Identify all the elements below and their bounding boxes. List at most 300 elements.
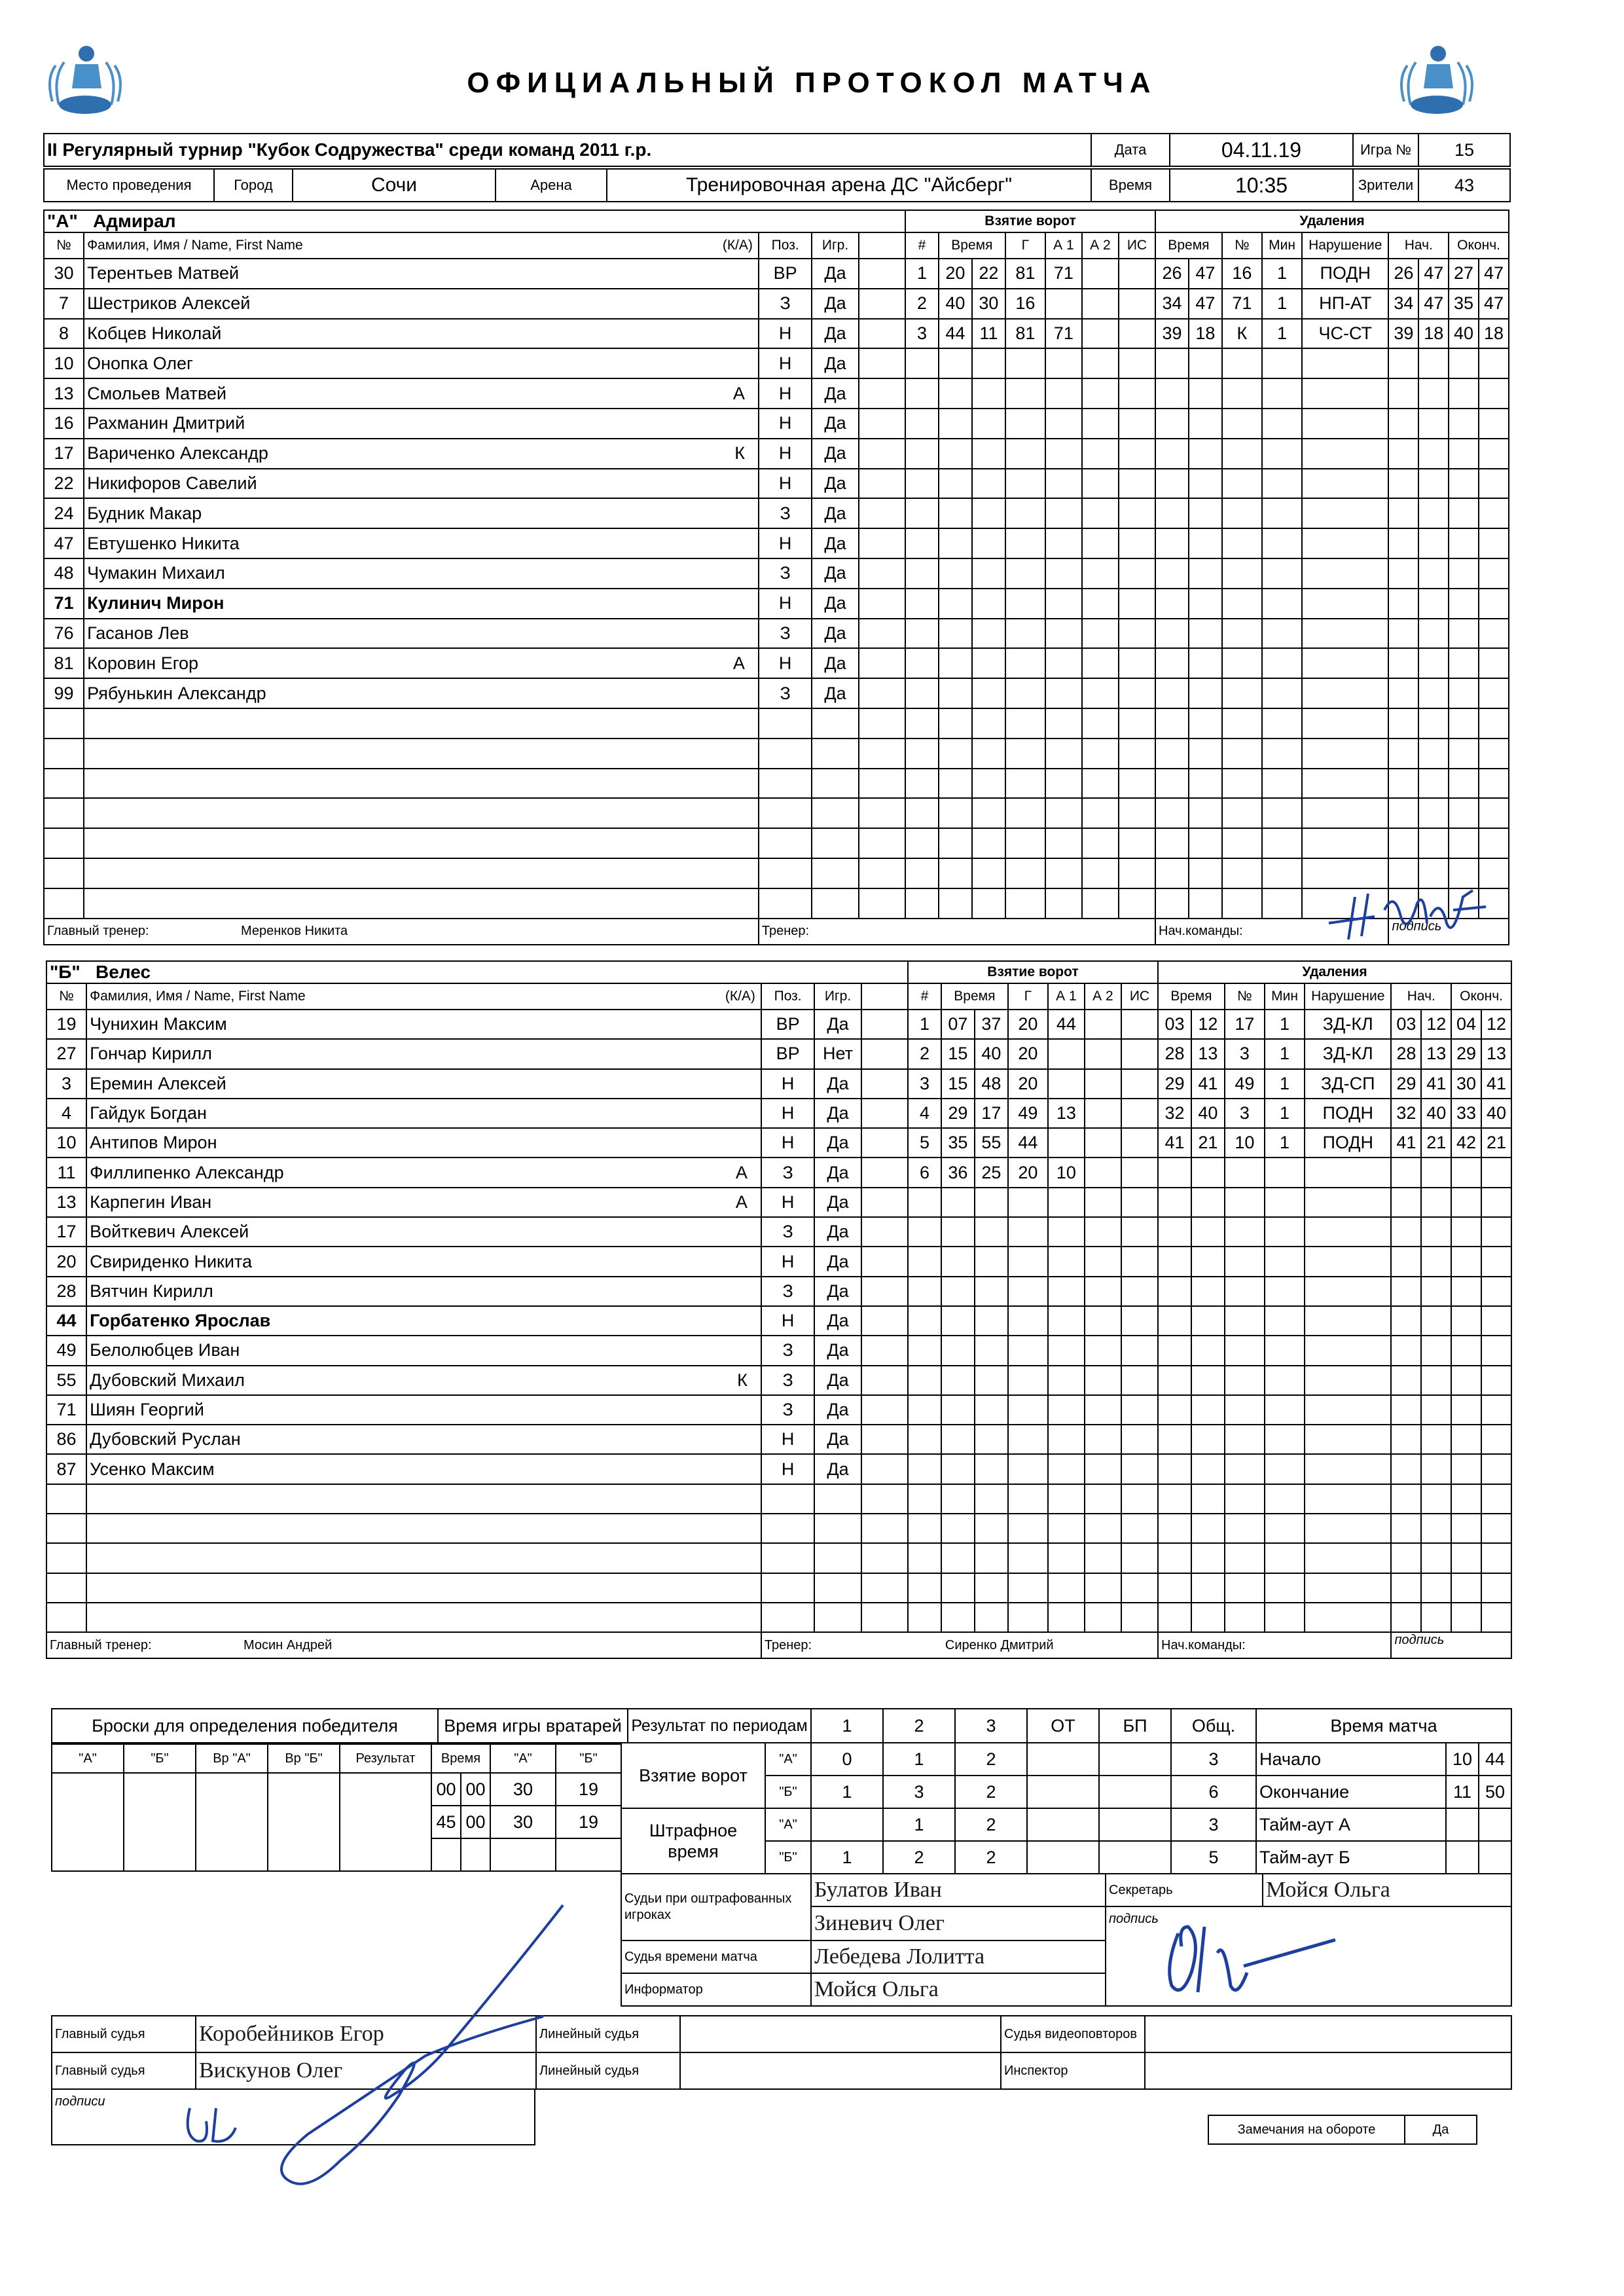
col-a2: А 2 <box>1082 232 1119 259</box>
player-plays: Да <box>812 528 858 558</box>
penalty-end-min: 04 <box>1451 1010 1481 1039</box>
head-coach-label: Главный тренер: <box>47 924 149 939</box>
player-number: 17 <box>46 1217 86 1247</box>
penalty-player: 71 <box>1222 289 1262 319</box>
player-position: ВР <box>761 1039 814 1068</box>
penalty-start-min: 03 <box>1391 1010 1421 1039</box>
player-plays: Нет <box>814 1039 861 1068</box>
goal-number: 1 <box>908 1010 941 1039</box>
player-name: Терентьев Матвей <box>87 263 240 283</box>
gk-row-m: 45 <box>431 1806 461 1838</box>
table-row <box>44 619 1509 649</box>
captain-mark: К <box>734 443 745 464</box>
player-name: Шиян Георгий <box>90 1400 204 1419</box>
col-pen-time: Время <box>1155 232 1222 259</box>
penalty-end-sec: 47 <box>1479 259 1509 289</box>
arena-value: Тренировочная арена ДС "Айсберг" <box>607 169 1091 202</box>
player-position: З <box>759 558 812 589</box>
player-name: Вятчин Кирилл <box>90 1281 213 1301</box>
goal-second: 48 <box>975 1069 1008 1099</box>
col-pos: Поз. <box>759 232 812 259</box>
penalty-minutes: 1 <box>1265 1099 1305 1128</box>
period-1-header: 1 <box>811 1709 883 1743</box>
goal-assist-2 <box>1082 319 1119 349</box>
goal-assist-2 <box>1085 1157 1121 1187</box>
goal-second: 11 <box>972 319 1005 349</box>
team-a-label: "А" <box>765 1743 811 1776</box>
goal-assist-2 <box>1082 289 1119 319</box>
goal-scorer: 16 <box>1005 289 1045 319</box>
player-name: Усенко Максим <box>90 1459 215 1479</box>
penalty-end-min: 27 <box>1449 259 1479 289</box>
penalty-second: 12 <box>1191 1010 1225 1039</box>
player-position: Н <box>761 1454 814 1484</box>
table-row <box>44 738 1509 769</box>
goal-scorer: 49 <box>1008 1099 1048 1128</box>
gk-row-b: 19 <box>556 1773 621 1806</box>
goal-assist-1 <box>1048 1039 1085 1068</box>
shots-b-header: "Б" <box>124 1744 196 1773</box>
table-row <box>44 348 1509 378</box>
goal-assist-2 <box>1085 1039 1121 1068</box>
penalty-end-min: 42 <box>1451 1128 1481 1157</box>
player-position: Н <box>761 1099 814 1128</box>
penalty-end-sec: 18 <box>1479 319 1509 349</box>
inspector-label: Инспектор <box>1001 2052 1145 2089</box>
player-number: 7 <box>44 289 84 319</box>
penalty-end-sec: 41 <box>1481 1069 1511 1099</box>
player-position: З <box>761 1277 814 1306</box>
player-plays: Да <box>812 378 858 409</box>
bp-header: БП <box>1099 1709 1171 1743</box>
goal-number: 6 <box>908 1157 941 1187</box>
penalty-violation: НП-АТ <box>1302 289 1388 319</box>
informer-value: Мойся Ольга <box>811 1973 1106 2006</box>
player-number: 16 <box>44 409 84 439</box>
pen-b-p2: 2 <box>883 1841 955 1874</box>
penalty-second: 47 <box>1189 259 1222 289</box>
penalty-row-label: Штрафное время <box>621 1808 765 1874</box>
venue-label: Место проведения <box>44 169 214 202</box>
penalty-minutes: 1 <box>1262 319 1302 349</box>
player-number: 76 <box>44 619 84 649</box>
player-position: Н <box>759 528 812 558</box>
trainer-value: Сиренко Дмитрий <box>945 1637 1054 1652</box>
goal-scorer: 81 <box>1005 319 1045 349</box>
penalty-start-min: 26 <box>1388 259 1418 289</box>
goal-assist-1 <box>1048 1128 1085 1157</box>
col-a1: А 1 <box>1045 232 1082 259</box>
team-name: Адмирал <box>93 211 176 231</box>
table-row <box>44 439 1509 469</box>
head-coach-value: Мосин Андрей <box>244 1637 333 1652</box>
penalty-second: 40 <box>1191 1099 1225 1128</box>
penalty-player: 3 <box>1225 1039 1265 1068</box>
player-number: 10 <box>46 1128 86 1157</box>
captain-mark: К <box>737 1370 748 1390</box>
player-number: 4 <box>46 1099 86 1128</box>
col-is: ИС <box>1121 983 1158 1010</box>
table-row <box>44 708 1509 738</box>
goals-b-p3: 2 <box>955 1776 1027 1808</box>
player-position: Н <box>759 409 812 439</box>
start-hour: 10 <box>1446 1743 1479 1776</box>
col-is: ИС <box>1119 232 1155 259</box>
player-position: З <box>761 1395 814 1425</box>
end-label: Окончание <box>1256 1776 1446 1808</box>
goal-number: 1 <box>905 259 939 289</box>
player-plays: Да <box>814 1157 861 1187</box>
player-name: Дубовский Руслан <box>90 1429 241 1449</box>
player-position: Н <box>761 1247 814 1276</box>
team-b-label: "Б" <box>765 1841 811 1874</box>
penalties-section-title: Удаления <box>1158 961 1511 983</box>
table-row <box>44 289 1509 319</box>
goals-b-bp <box>1099 1776 1171 1808</box>
player-number: 71 <box>46 1395 86 1425</box>
player-position: З <box>759 289 812 319</box>
player-plays: Да <box>812 439 858 469</box>
captain-mark: А <box>735 1192 748 1212</box>
goal-number: 5 <box>908 1128 941 1157</box>
player-position: Н <box>759 348 812 378</box>
goal-second: 37 <box>975 1010 1008 1039</box>
penalty-second: 41 <box>1191 1069 1225 1099</box>
pen-b-total: 5 <box>1171 1841 1256 1874</box>
player-position: Н <box>759 319 812 349</box>
penalty-start-sec: 47 <box>1418 289 1449 319</box>
goal-assist-2 <box>1085 1099 1121 1128</box>
gk-row-b: 19 <box>556 1806 621 1838</box>
col-end: Оконч. <box>1451 983 1511 1010</box>
start-label: Начало <box>1256 1743 1446 1776</box>
time-judge-label: Судья времени матча <box>621 1941 811 1973</box>
penalty-start-min: 34 <box>1388 289 1418 319</box>
penalty-end-min: 30 <box>1451 1069 1481 1099</box>
col-pen-time: Время <box>1158 983 1225 1010</box>
player-number: 22 <box>44 469 84 499</box>
table-row <box>44 528 1509 558</box>
penalty-second: 21 <box>1191 1128 1225 1157</box>
player-name: Горбатенко Ярослав <box>90 1311 271 1331</box>
penalties-section-title: Удаления <box>1155 210 1509 232</box>
col-pen-num: № <box>1222 232 1262 259</box>
head-ref-1: Коробейников Егор <box>196 2016 536 2052</box>
player-position: З <box>761 1217 814 1247</box>
goal-is <box>1121 1157 1158 1187</box>
goalie-time-table <box>431 1743 622 1872</box>
penalty-end-sec: 12 <box>1481 1010 1511 1039</box>
pen-a-ot <box>1027 1808 1099 1841</box>
penalty-start-sec: 41 <box>1421 1069 1451 1099</box>
vr-b-header: Вр "Б" <box>268 1744 340 1773</box>
trainer-label: Тренер: <box>761 924 810 939</box>
period-3-header: 3 <box>955 1709 1027 1743</box>
player-number: 19 <box>46 1010 86 1039</box>
result-header: Результат <box>340 1744 431 1773</box>
shots-title: Броски для определения победителя <box>52 1709 438 1743</box>
col-start: Нач. <box>1391 983 1451 1010</box>
goals-a-ot <box>1027 1743 1099 1776</box>
captain-mark: А <box>732 383 745 403</box>
player-plays: Да <box>812 409 858 439</box>
table-row <box>46 1543 1511 1573</box>
table-row <box>44 589 1509 619</box>
team-sign-label: подпись <box>1388 919 1509 945</box>
player-plays: Да <box>812 348 858 378</box>
player-name: Белолюбцев Иван <box>90 1340 240 1360</box>
col-end: Оконч. <box>1449 232 1509 259</box>
penalty-second: 47 <box>1189 289 1222 319</box>
line-judge-label: Линейный судья <box>536 2016 680 2052</box>
penalty-judge-2: Зиневич Олег <box>811 1906 1106 1941</box>
col-violation: Нарушение <box>1305 983 1391 1010</box>
city-value: Сочи <box>293 169 496 202</box>
gk-b-header: "Б" <box>556 1744 621 1773</box>
player-position: Н <box>761 1188 814 1217</box>
player-number: 24 <box>44 498 84 528</box>
col-name: Фамилия, Имя / Name, First Name <box>90 989 306 1004</box>
pen-a-p2: 1 <box>883 1808 955 1841</box>
player-position: Н <box>759 589 812 619</box>
goal-number: 2 <box>905 289 939 319</box>
penalty-minutes: 1 <box>1262 289 1302 319</box>
col-pen-num: № <box>1225 983 1265 1010</box>
video-judge-label: Судья видеоповторов <box>1001 2016 1145 2052</box>
goal-assist-2 <box>1085 1069 1121 1099</box>
player-name: Никифоров Савелий <box>87 473 257 493</box>
penalty-minute: 26 <box>1155 259 1189 289</box>
player-plays: Да <box>812 589 858 619</box>
player-name: Онопка Олег <box>87 353 193 373</box>
signatures-label: подписи <box>55 2094 105 2109</box>
player-name: Евтушенко Никита <box>87 533 240 553</box>
goal-minute: 20 <box>939 259 972 289</box>
penalty-violation: ПОДН <box>1305 1099 1391 1128</box>
goal-scorer: 20 <box>1008 1157 1048 1187</box>
table-row <box>46 1010 1511 1039</box>
goal-is <box>1121 1099 1158 1128</box>
goal-second: 30 <box>972 289 1005 319</box>
penalty-minute: 34 <box>1155 289 1189 319</box>
player-plays: Да <box>814 1099 861 1128</box>
goal-is <box>1121 1069 1158 1099</box>
penalty-end-min: 35 <box>1449 289 1479 319</box>
col-goal-time: Время <box>939 232 1005 259</box>
player-name: Войткевич Алексей <box>90 1222 249 1242</box>
team-chief-label: Нач.команды: <box>1158 1632 1391 1658</box>
player-plays: Да <box>812 289 858 319</box>
trainer-label: Тренер: <box>764 1637 812 1652</box>
table-row <box>44 798 1509 828</box>
goal-is <box>1119 319 1155 349</box>
goal-minute: 44 <box>939 319 972 349</box>
penalty-player: 16 <box>1222 259 1262 289</box>
penalty-player: 3 <box>1225 1099 1265 1128</box>
table-row <box>46 1188 1511 1217</box>
goal-minute: 35 <box>941 1128 975 1157</box>
player-plays: Да <box>812 619 858 649</box>
goal-minute: 40 <box>939 289 972 319</box>
pen-a-p1 <box>811 1808 883 1841</box>
goal-number: 3 <box>905 319 939 349</box>
player-plays: Да <box>814 1069 861 1099</box>
player-position: З <box>759 619 812 649</box>
col-min: Мин <box>1262 232 1302 259</box>
goal-second: 40 <box>975 1039 1008 1068</box>
goals-b-ot <box>1027 1776 1099 1808</box>
player-number: 99 <box>44 678 84 708</box>
player-name: Коровин Егор <box>87 653 199 673</box>
spectators-value: 43 <box>1418 169 1510 202</box>
goals-a-p1: 0 <box>811 1743 883 1776</box>
gk-row-a: 30 <box>490 1806 556 1838</box>
player-number: 13 <box>44 378 84 409</box>
penalty-end-sec: 40 <box>1481 1099 1511 1128</box>
penalty-violation: ЗД-КЛ <box>1305 1039 1391 1068</box>
game-value: 15 <box>1418 134 1510 166</box>
total-header: Общ. <box>1171 1709 1256 1743</box>
head-ref-2: Вискунов Олег <box>196 2052 536 2089</box>
penalty-minutes: 1 <box>1262 259 1302 289</box>
player-plays: Да <box>812 319 858 349</box>
team-b-label: "Б" <box>765 1776 811 1808</box>
player-position: З <box>761 1336 814 1365</box>
table-row <box>46 1247 1511 1276</box>
player-position: ВР <box>759 259 812 289</box>
player-plays: Да <box>814 1247 861 1276</box>
goals-section-title: Взятие ворот <box>908 961 1158 983</box>
end-hour: 11 <box>1446 1776 1479 1808</box>
goal-is <box>1121 1039 1158 1068</box>
arena-label: Арена <box>496 169 607 202</box>
player-name: Смольев Матвей <box>87 383 226 403</box>
player-number: 81 <box>44 648 84 678</box>
player-plays: Да <box>814 1366 861 1395</box>
penalty-start-sec: 47 <box>1418 259 1449 289</box>
goal-assist-1 <box>1048 1069 1085 1099</box>
player-name: Гасанов Лев <box>87 623 189 643</box>
team-label: "А" <box>47 211 78 231</box>
goal-assist-2 <box>1085 1128 1121 1157</box>
penalty-second: 18 <box>1189 319 1222 349</box>
spectators-label: Зрители <box>1353 169 1418 202</box>
col-a1: А 1 <box>1048 983 1085 1010</box>
gk-row-s: 00 <box>461 1806 490 1838</box>
shots-a-header: "А" <box>52 1744 124 1773</box>
col-start: Нач. <box>1388 232 1449 259</box>
player-number: 28 <box>46 1277 86 1306</box>
head-ref-label: Главный судья <box>52 2052 196 2089</box>
goal-number: 3 <box>908 1069 941 1099</box>
pen-b-bp <box>1099 1841 1171 1874</box>
goal-number: 4 <box>908 1099 941 1128</box>
player-name: Дубовский Михаил <box>90 1370 245 1390</box>
player-number: 17 <box>44 439 84 469</box>
penalty-start-sec: 13 <box>1421 1039 1451 1068</box>
penalty-start-sec: 18 <box>1418 319 1449 349</box>
penalty-end-min: 29 <box>1451 1039 1481 1068</box>
goal-assist-1 <box>1045 289 1082 319</box>
player-name: Рябунькин Александр <box>87 683 266 703</box>
col-num: № <box>44 232 84 259</box>
goal-scorer: 81 <box>1005 259 1045 289</box>
penalty-player: 10 <box>1225 1128 1265 1157</box>
pen-b-ot <box>1027 1841 1099 1874</box>
player-number: 30 <box>44 259 84 289</box>
penalty-judge-1: Булатов Иван <box>811 1874 1106 1906</box>
goal-scorer: 20 <box>1008 1010 1048 1039</box>
table-row <box>46 1277 1511 1306</box>
player-number: 11 <box>46 1157 86 1187</box>
goals-a-bp <box>1099 1743 1171 1776</box>
signature-secretary <box>1152 1914 1348 2005</box>
col-a2: А 2 <box>1085 983 1121 1010</box>
penalty-end-sec: 21 <box>1481 1128 1511 1157</box>
player-number: 3 <box>46 1069 86 1099</box>
player-name: Филлипенко Александр <box>90 1162 284 1182</box>
player-plays: Да <box>814 1395 861 1425</box>
time-value: 10:35 <box>1170 169 1353 202</box>
table-row <box>44 678 1509 708</box>
table-row <box>44 648 1509 678</box>
player-name: Кулинич Мирон <box>87 593 225 613</box>
player-plays: Да <box>814 1010 861 1039</box>
goals-b-p2: 3 <box>883 1776 955 1808</box>
penalty-judges-label: Судьи при оштрафованных игроках <box>621 1874 811 1941</box>
gk-title: Время игры вратарей <box>438 1709 628 1743</box>
ot-header: ОТ <box>1027 1709 1099 1743</box>
table-row <box>44 259 1509 289</box>
goal-assist-1: 44 <box>1048 1010 1085 1039</box>
player-number: 55 <box>46 1366 86 1395</box>
penalty-start-min: 29 <box>1391 1069 1421 1099</box>
player-number: 20 <box>46 1247 86 1276</box>
penalty-end-min: 33 <box>1451 1099 1481 1128</box>
player-number: 13 <box>46 1188 86 1217</box>
table-row <box>46 1336 1511 1365</box>
city-label: Город <box>214 169 293 202</box>
player-position: З <box>761 1157 814 1187</box>
player-position: З <box>761 1366 814 1395</box>
goal-assist-1: 71 <box>1045 319 1082 349</box>
penalty-end-min: 40 <box>1449 319 1479 349</box>
player-number: 10 <box>44 348 84 378</box>
team-label: "Б" <box>50 962 81 982</box>
player-number: 44 <box>46 1306 86 1336</box>
player-number: 49 <box>46 1336 86 1365</box>
table-row <box>46 1425 1511 1454</box>
goals-b-p1: 1 <box>811 1776 883 1808</box>
player-plays: Да <box>814 1454 861 1484</box>
goal-is <box>1121 1128 1158 1157</box>
date-value: 04.11.19 <box>1170 134 1353 166</box>
goal-minute: 29 <box>941 1099 975 1128</box>
penalty-minute: 41 <box>1158 1128 1191 1157</box>
player-name: Антипов Мирон <box>90 1133 217 1153</box>
goal-minute: 36 <box>941 1157 975 1187</box>
player-name: Рахманин Дмитрий <box>87 413 245 433</box>
shootout-table <box>51 1743 432 1872</box>
goal-is <box>1121 1010 1158 1039</box>
player-number: 48 <box>44 558 84 589</box>
player-position: Н <box>761 1069 814 1099</box>
head-coach-value: Меренков Никита <box>241 924 348 939</box>
goal-scorer: 20 <box>1008 1069 1048 1099</box>
goal-minute: 15 <box>941 1069 975 1099</box>
secretary-value: Мойся Ольга <box>1263 1874 1511 1906</box>
team-chief-label: Нач.команды: <box>1155 919 1388 945</box>
